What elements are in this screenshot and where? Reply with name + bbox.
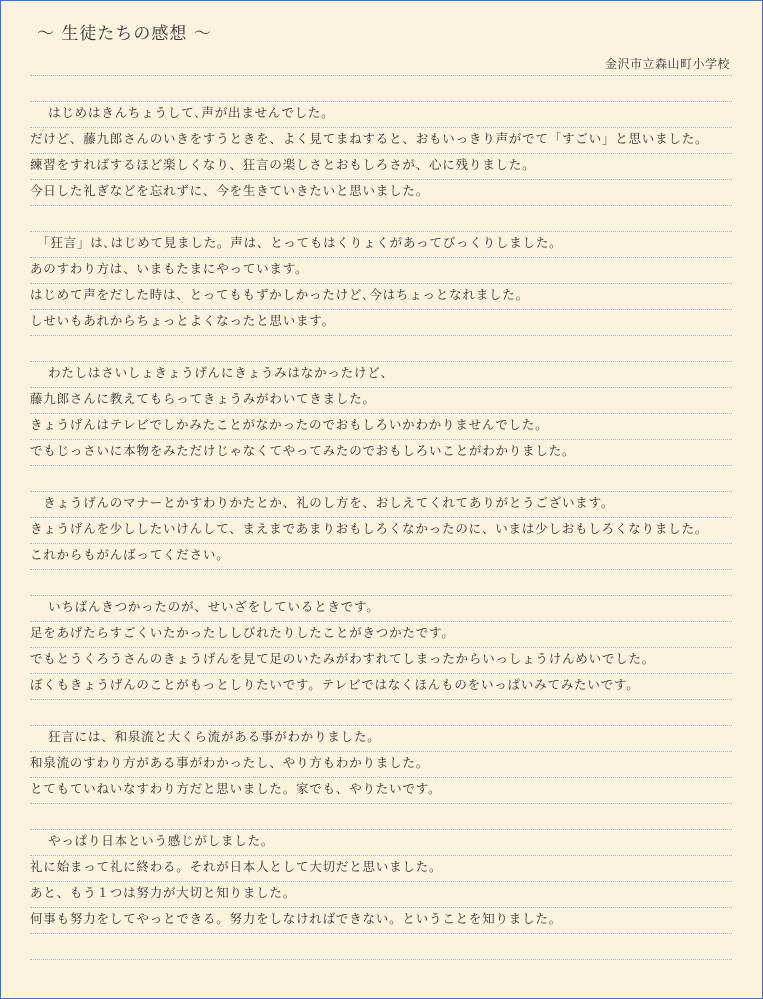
ruled-line — [30, 361, 732, 362]
essay-line: 和泉流のすわり方がある事がわかったし、やり方もわかりました。 — [30, 755, 430, 770]
ruled-line — [30, 933, 732, 934]
essay-line: 今日した礼ぎなどを忘れずに、今を生きていきたいと思いました。 — [30, 183, 430, 198]
essay-line: とてもていねいなすわり方だと思いました。家でも、やりたいです。 — [30, 781, 442, 796]
essay-line: 礼に始まって礼に終わる。それが日本人として大切だと思いました。 — [30, 859, 443, 874]
ruled-line — [30, 127, 732, 128]
ruled-line — [30, 335, 732, 336]
essay-line: あのすわり方は、いまもたまにやっています。 — [30, 261, 309, 276]
essay-line: きょうげんはテレビでしかみたことがなかったのでおもしろいかわかりませんでした。 — [30, 417, 549, 432]
ruled-line — [30, 855, 732, 856]
ruled-line — [30, 153, 732, 154]
ruled-line — [30, 205, 732, 206]
essay-line: いちばんきつかったのが、せいざをしているときです。 — [30, 599, 380, 614]
ruled-line — [30, 179, 732, 180]
ruled-line — [30, 517, 732, 518]
ruled-line — [30, 439, 732, 440]
essay-line: きょうげんを少ししたいけんして、まえまであまりおもしろくなかったのに、いまは少しおもしろくなりました。 — [30, 521, 709, 536]
ruled-line — [30, 491, 732, 492]
school-name: 金沢市立森山町小学校 — [604, 57, 730, 71]
ruled-line — [30, 725, 732, 726]
essay-line: 藤九郎さんに教えてもらってきょうみがわいてきました。 — [30, 391, 376, 406]
essay-line: はじめはきんちょうして､声が出ませんでした。 — [30, 105, 335, 120]
ruled-line — [30, 699, 732, 700]
ruled-line — [30, 777, 732, 778]
ruled-line — [30, 387, 732, 388]
essay-line: はじめて声をだした時は、とってももずかしかったけど､今はちょっとなれました。 — [30, 287, 529, 302]
essay-line: しせいもあれからちょっとよくなったと思います。 — [30, 313, 335, 328]
essay-line: やっぱり日本という感じがしました。 — [30, 833, 275, 848]
ruled-line — [30, 569, 732, 570]
ruled-line — [30, 907, 732, 908]
ruled-line — [30, 465, 732, 466]
essay-line: 何事も努力をしてやっとできる。努力をしなければできない。ということを知りました。 — [30, 911, 563, 926]
essay-line: でもじっさいに本物をみただけじゃなくてやってみたのでおもしろいことがわかりました。 — [30, 443, 576, 458]
ruled-line — [30, 257, 732, 258]
essay-line: 「狂言」は､はじめて見ました。声は、とってもはくりょくがあってびっくりしました。 — [30, 235, 563, 250]
ruled-line — [30, 959, 732, 960]
ruled-line — [30, 231, 732, 232]
essay-line: あと、もう１つは努力が大切と知りました。 — [30, 885, 297, 900]
ruled-line — [30, 751, 732, 752]
essay-line: ぼくもきょうげんのことがもっとしりたいです。テレビではなくほんものをいっぱいみてみたいです。 — [30, 677, 640, 692]
ruled-line — [30, 881, 732, 882]
ruled-line — [30, 413, 732, 414]
ruled-line — [30, 673, 732, 674]
ruled-line — [30, 829, 732, 830]
ruled-line — [30, 75, 732, 76]
ruled-line — [30, 309, 732, 310]
ruled-line — [30, 595, 732, 596]
ruled-line — [30, 803, 732, 804]
ruled-line — [30, 621, 732, 622]
ruled-line — [30, 283, 732, 284]
essay-line: 練習をすればするほど楽しくなり、狂言の楽しさとおもしろさが、心に残りました。 — [30, 157, 536, 172]
ruled-line — [30, 101, 732, 102]
ruled-line — [30, 543, 732, 544]
essay-line: 狂言には、和泉流と大くら流がある事がわかりました。 — [30, 729, 381, 744]
essay-line: わたしはさいしょきょうげんにきょうみはなかったけど、 — [30, 365, 394, 380]
essay-line: きょうげんのマナーとかすわりかたとか、礼のし方を、おしえてくれてありがとうございます。 — [30, 495, 615, 510]
essay-line: 足をあげたらすごくいたかったししびれたりしたことがきつかたです。 — [30, 625, 455, 640]
essay-line: でもとうくろうさんのきょうげんを見て足のいたみがわすれてしまったからいっしょうけんめいでした。 — [30, 651, 656, 666]
essay-line: これからもがんばってください。 — [30, 547, 230, 562]
essay-line: だけど、藤九郎さんのいきをすうときを、よく見てまねすると、おもいっきり声がでて「すごい」と思いました。 — [30, 131, 709, 146]
page-title: ～ 生徒たちの感想 ～ — [37, 24, 212, 44]
ruled-line — [30, 647, 732, 648]
